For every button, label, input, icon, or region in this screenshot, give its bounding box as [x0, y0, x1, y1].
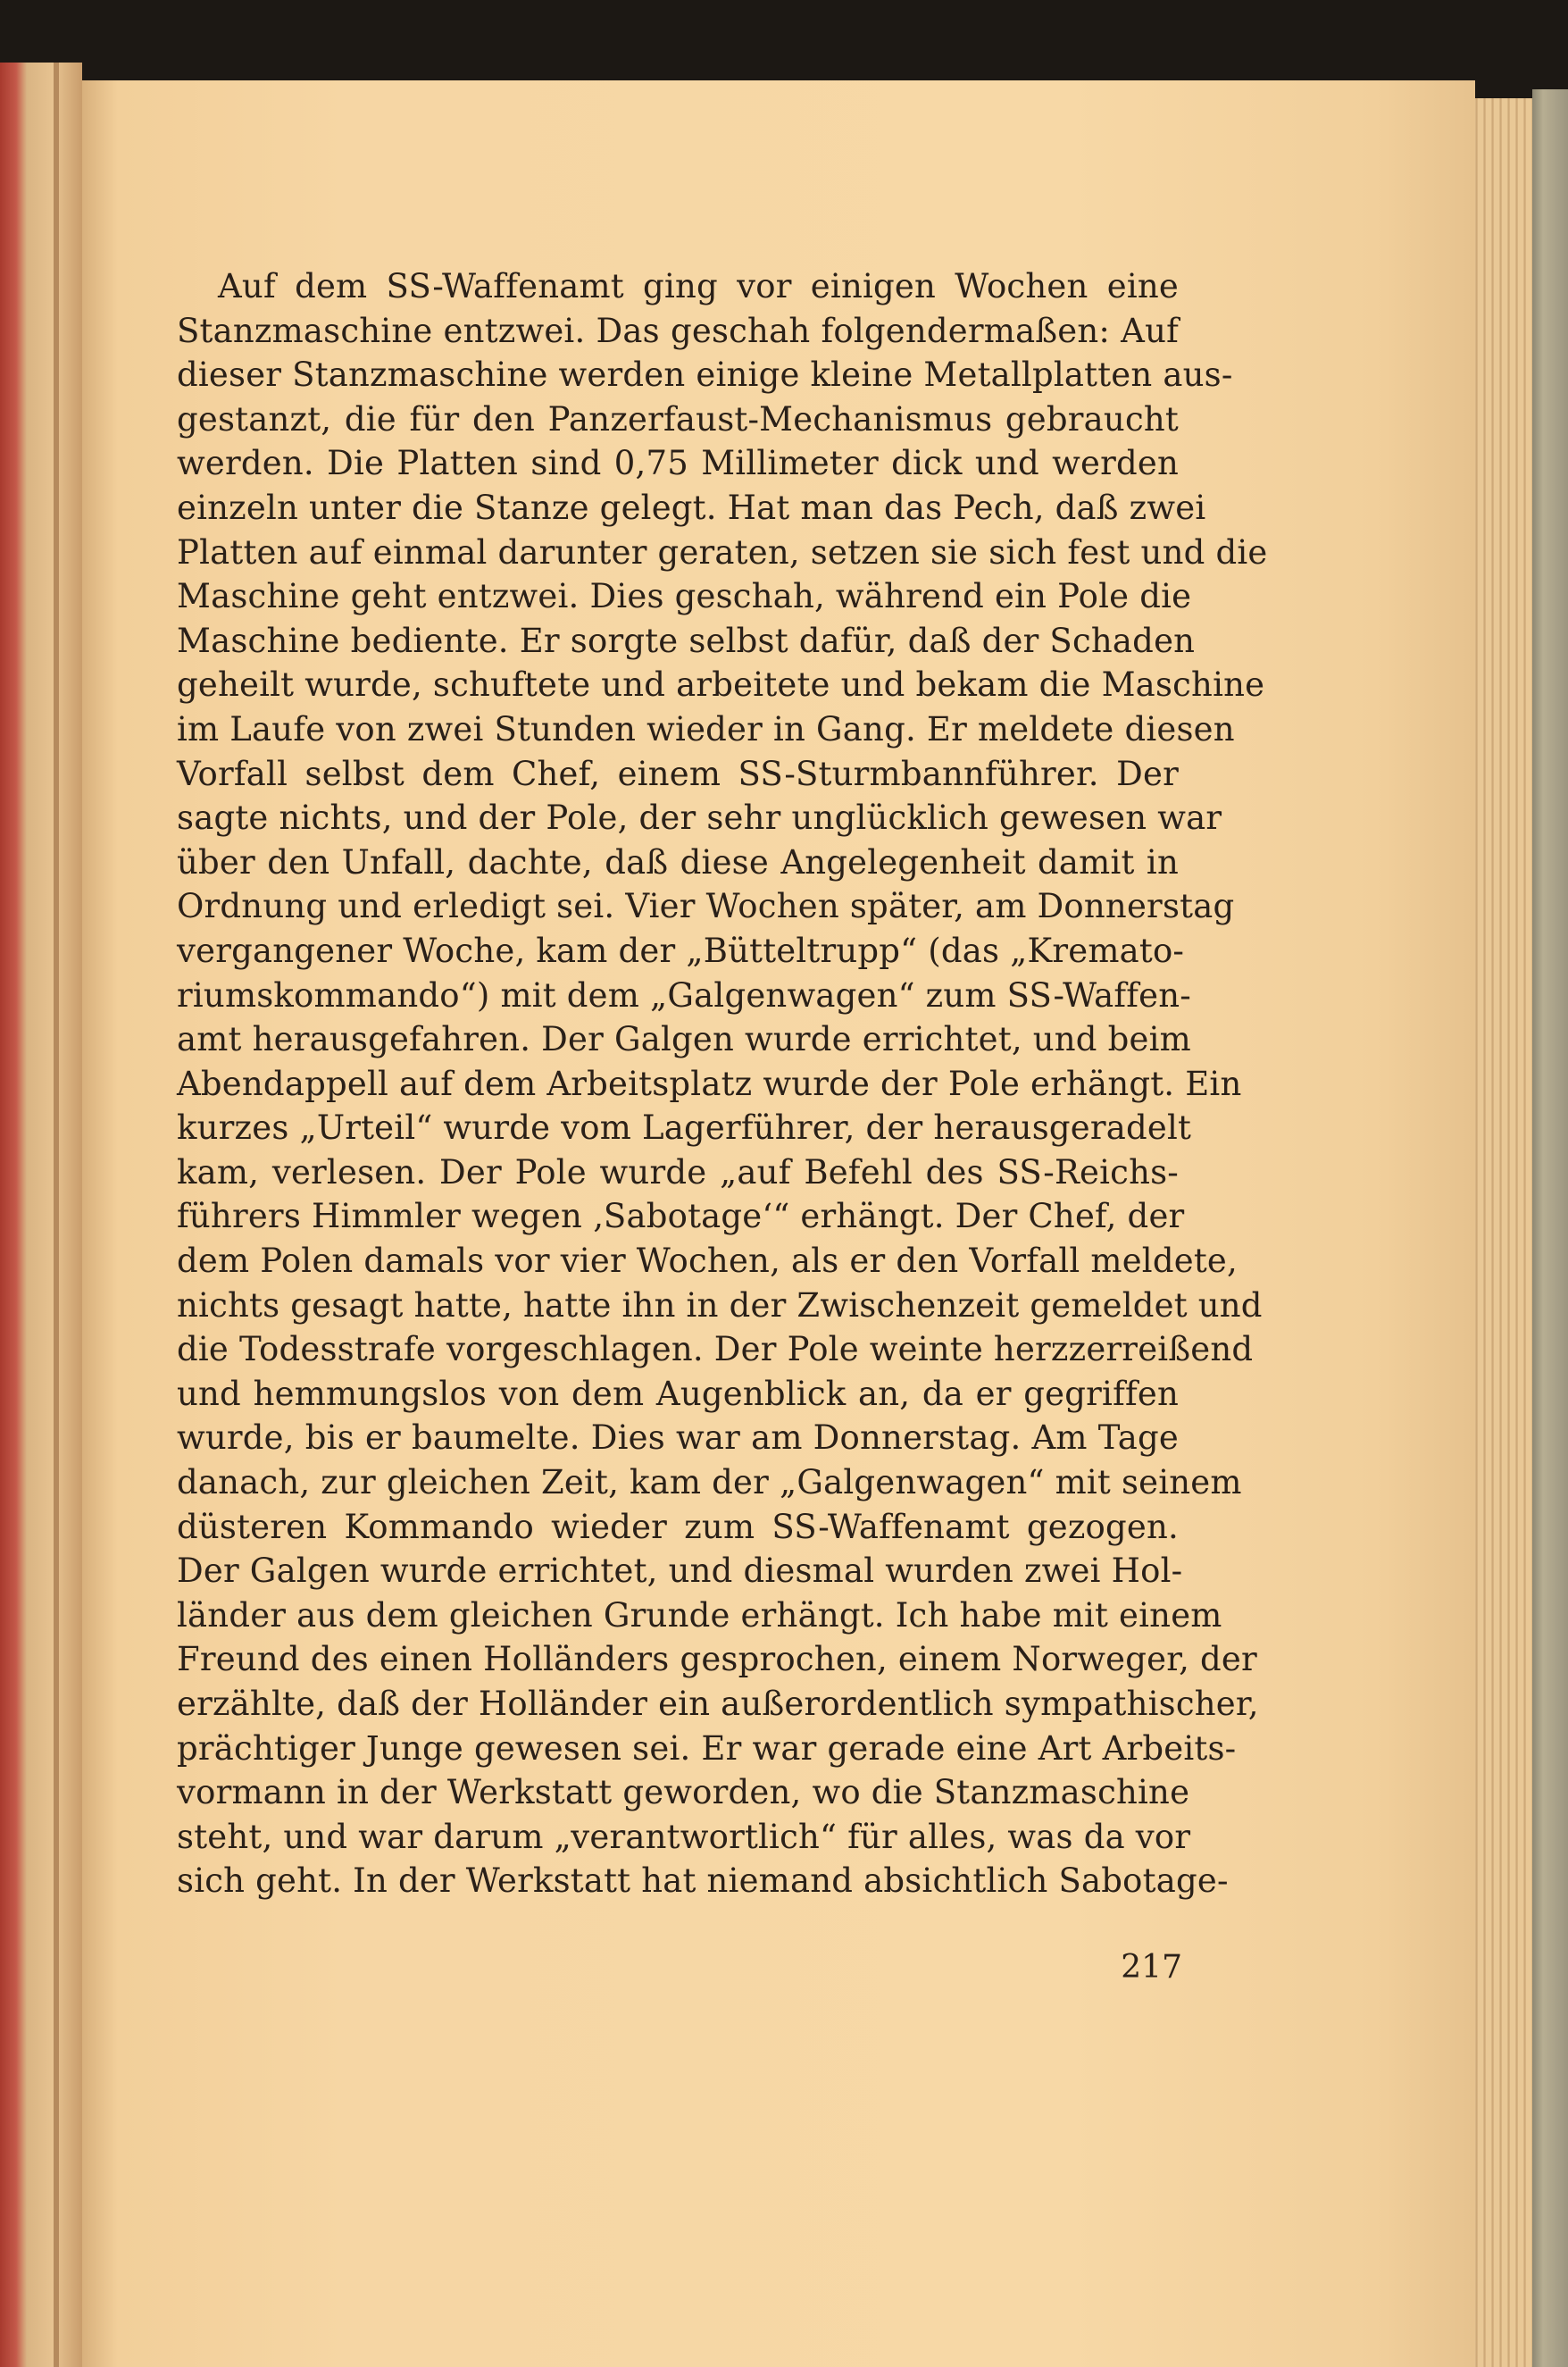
text-line: Der Galgen wurde errichtet, und diesmal wurden zwei Hol-	[177, 1552, 1183, 1591]
page-number: 217	[1121, 1949, 1182, 1986]
text-line: Maschine geht entzwei. Dies geschah, während ein Pole die	[177, 577, 1192, 616]
binding-shadow	[54, 63, 59, 2367]
text-line: kam, verlesen. Der Pole wurde „auf Befehl des SS-Reichs-	[177, 1152, 1179, 1192]
text-line: nichts gesagt hatte, hatte ihn in der Zwischenzeit gemeldet und	[177, 1285, 1263, 1325]
text-line: führers Himmler wegen ‚Sabotage‘“ erhängt. Der Chef, der	[177, 1197, 1185, 1236]
text-line: länder aus dem gleichen Grunde erhängt. Ich habe mit einem	[177, 1595, 1222, 1635]
text-line: kurzes „Urteil“ wurde vom Lagerführer, der herausgeradelt	[177, 1108, 1192, 1148]
text-line: Ordnung und erledigt sei. Vier Wochen später, am Donnerstag	[177, 887, 1235, 926]
text-line: dem Polen damals vor vier Wochen, als er den Vorfall meldete,	[177, 1242, 1238, 1281]
text-line: die Todesstrafe vorgeschlagen. Der Pole weinte herzzerreißend	[177, 1330, 1254, 1369]
text-line: düsteren Kommando wieder zum SS-Waffenamt gezogen.	[177, 1507, 1179, 1546]
text-line: Abendappell auf dem Arbeitsplatz wurde der Pole erhängt. Ein	[177, 1064, 1242, 1103]
text-line: gestanzt, die für den Panzerfaust-Mechanismus gebraucht	[177, 399, 1179, 439]
text-line: erzählte, daß der Holländer ein außerordentlich sympathischer,	[177, 1685, 1259, 1723]
text-line: werden. Die Platten sind 0,75 Millimeter dick und werden	[177, 444, 1179, 483]
text-line: prächtiger Junge gewesen sei. Er war gerade eine Art Arbeits-	[177, 1728, 1237, 1768]
text-line: Freund des einen Holländers gesprochen, einem Norweger, der	[177, 1640, 1257, 1679]
text-line: einzeln unter die Stanze gelegt. Hat man das Pech, daß zwei	[177, 488, 1206, 527]
text-line: Vorfall selbst dem Chef, einem SS-Sturmbannführer. Der	[177, 754, 1179, 793]
text-line: steht, und war darum „verantwortlich“ für alles, was da vor	[177, 1817, 1191, 1856]
text-line: dieser Stanzmaschine werden einige kleine Metallplatten aus-	[177, 355, 1233, 395]
text-line: sagte nichts, und der Pole, der sehr unglücklich gewesen war	[177, 799, 1222, 838]
body-text	[177, 264, 1268, 1903]
text-line: und hemmungslos von dem Augenblick an, da er gegriffen	[177, 1374, 1179, 1413]
text-line: geheilt wurde, schuftete und arbeitete und bekam die Maschine	[177, 665, 1265, 705]
left-page-edge	[0, 63, 82, 2367]
text-line: danach, zur gleichen Zeit, kam der „Galgenwagen“ mit seinem	[177, 1463, 1242, 1502]
text-line: sich geht. In der Werkstatt hat niemand absichtlich Sabotage-	[177, 1861, 1229, 1901]
text-line: Maschine bediente. Er sorgte selbst dafür, daß der Schaden	[177, 621, 1196, 660]
text-line: vormann in der Werkstatt geworden, wo die Stanzmaschine	[177, 1773, 1190, 1812]
text-line: Platten auf einmal darunter geraten, setzen sie sich fest und die	[177, 532, 1268, 572]
book-cover-board	[1532, 89, 1568, 2367]
text-line: über den Unfall, dachte, daß diese Angelegenheit damit in	[177, 842, 1179, 882]
text-line: Stanzmaschine entzwei. Das geschah folgendermaßen: Auf	[177, 311, 1179, 350]
text-line: vergangener Woche, kam der „Bütteltrupp“ (das „Kremato-	[177, 931, 1185, 970]
text-line: amt herausgefahren. Der Galgen wurde errichtet, und beim	[177, 1020, 1191, 1059]
text-line: riumskommando“) mit dem „Galgenwagen“ zum SS-Waffen-	[177, 975, 1192, 1015]
text-line: Auf dem SS-Waffenamt ging vor einigen Wochen eine	[218, 267, 1179, 305]
text-line: wurde, bis er baumelte. Dies war am Donnerstag. Am Tage	[177, 1418, 1179, 1458]
text-line: im Laufe von zwei Stunden wieder in Gang. Er meldete diesen	[177, 709, 1235, 749]
